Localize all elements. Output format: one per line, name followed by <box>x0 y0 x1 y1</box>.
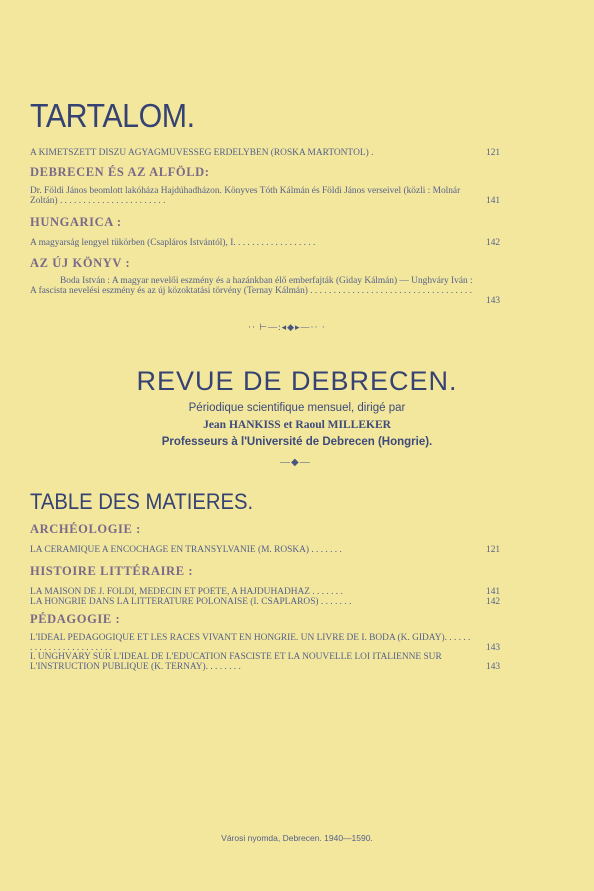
divider-ornament-small: —◆— <box>280 457 311 468</box>
toc-page-number: 141 <box>486 587 501 597</box>
toc-page-number: 143 <box>486 662 501 672</box>
toc-entry-text: LA MAISON DE J. FÖLDI, MÉDECIN ET POETE, A HAJDÚHADHÁZ . . . . . . . <box>30 587 343 597</box>
toc-entry-ceramics-fr <box>30 545 480 555</box>
toc-page-number: 142 <box>486 238 501 248</box>
section-heading-new-book: AZ ÚJ KÖNYV : <box>30 256 131 270</box>
contents-title-hungarian: TARTALOM. <box>30 97 195 134</box>
toc-entry-pedagogical-ideal-fr <box>30 633 475 653</box>
toc-entry-ceramics-hu <box>30 148 480 158</box>
toc-entry-foldi-house-fr <box>30 587 482 597</box>
toc-entry-text: L'IDÉAL PÉDAGOGIQUE ET LES RACES VIVANT EN HONGRIE. UN LIVRE DE I. BODA (K. GIDAY). . . . . . . . . . . . . . . . . . . . . . . . <box>30 633 471 653</box>
toc-entry-polish-literature-fr <box>30 597 482 607</box>
section-heading-debrecen: DEBRECEN ÉS AZ ALFÖLD: <box>30 165 210 179</box>
revue-editors-names: Jean HANKISS et Raoul MILLEKER <box>203 419 391 431</box>
toc-entry-text: A KIMETSZETT DÍSZŰ AGYAGMŰVESSÉG ERDÉLYBEN (ROSKA MÁRTONTÓL) . <box>30 148 374 158</box>
revue-title: REVUE DE DEBRECEN. <box>136 366 458 396</box>
toc-page-number: 121 <box>486 545 501 555</box>
revue-editors <box>0 419 594 431</box>
toc-entry-fascist-education-fr <box>30 652 475 672</box>
contents-title-french: TABLE DES MATIERES. <box>30 489 254 514</box>
toc-entry-text: Boda István : A magyar nevelői eszmény és a hazánkban élő emberfajták (Giday Kálmán) — Unghváry Iván : A fascista nevelési eszmény és az új közoktatási törvény (Ternay Kálmán) . . . . . . . . . . . . . . . . . . . . . . . . . . . . . . . . . . . <box>30 276 473 296</box>
toc-entry-foldi-house-hu <box>30 186 475 206</box>
section-heading-archeologie: ARCHÉOLOGIE : <box>30 522 141 536</box>
toc-page-number: 143 <box>486 296 501 306</box>
toc-page-number: 142 <box>486 597 501 607</box>
section-heading-histoire: HISTOIRE LITTÉRAIRE : <box>30 564 194 578</box>
toc-page-number: 121 <box>486 148 501 158</box>
revue-affiliation: Professeurs à l'Université de Debrecen (Hongrie). <box>161 436 433 448</box>
toc-entry-text: LA CÉRAMIQUE A ENCOCHAGE EN TRANSYLVANIE (M. ROSKA) . . . . . . . <box>30 545 342 555</box>
toc-page-number: 143 <box>486 643 501 653</box>
divider-ornament: ·· ⊢—:◂◆▸—·· · <box>248 322 326 332</box>
revue-subtitle: Périodique scientifique mensuel, dirigé par <box>188 402 406 414</box>
section-heading-hungarica: HUNGARICA : <box>30 215 122 229</box>
toc-entry-text: A magyarság lengyel tükörben (Csapláros Istvántól), I. . . . . . . . . . . . . . . . . . <box>30 238 316 248</box>
toc-entry-text: Dr. Földi János beomlott lakóháza Hajdúhadházon. Könyves Tóth Kálmán és Földi János verseivel (közli : Molnár Zoltán) . . . . . . . . . . . . . . . . . . . . . . . <box>30 186 461 206</box>
toc-page-number: 141 <box>486 196 501 206</box>
toc-entry-polish-mirror-hu <box>30 238 470 248</box>
toc-entry-book-reviews-hu <box>30 276 475 306</box>
toc-entry-text: I. UNGHVÁRY SUR L'IDÉAL DE L'ÉDUCATION FASCISTE ET LA NOUVELLE LOI ITALIENNE SUR L'INSTRUCTION PUBLIQUE (K. TERNAY). . . . . . . . <box>30 652 442 672</box>
section-heading-pedagogie: PÉDAGOGIE : <box>30 612 121 626</box>
printer-imprint: Városi nyomda, Debrecen. 1940—1590. <box>221 833 373 843</box>
toc-entry-text: LA HONGRIE DANS LA LITTÉRATURE POLONAISE (I. CSAPLÁROS) . . . . . . . <box>30 597 352 607</box>
